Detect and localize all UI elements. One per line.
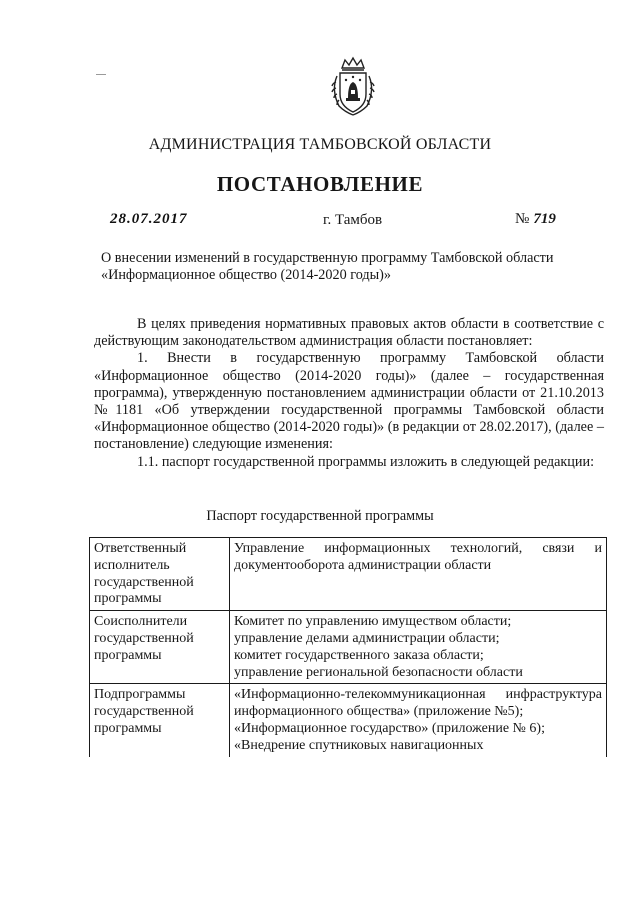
row-value <box>230 611 607 684</box>
preamble-paragraph: В целях приведения нормативных правовых актов области в соответствие с действующим законодательством администрация области постановляет: <box>94 316 604 350</box>
administration-name: АДМИНИСТРАЦИЯ ТАМБОВСКОЙ ОБЛАСТИ <box>148 136 492 153</box>
city: г. Тамбов <box>323 212 383 228</box>
value-line: «Информационно-телекоммуникационная инфраструктура информационного общества» (приложение №5); <box>234 687 602 720</box>
scan-mark <box>96 74 106 75</box>
document-subject <box>101 250 601 284</box>
value-line: Управление информационных технологий, связи и документооборота администрации области <box>234 541 602 573</box>
table-row <box>90 538 607 611</box>
number-value: 719 <box>533 211 556 227</box>
value-line: управление делами администрации области; <box>234 630 500 646</box>
passport-title: Паспорт государственной программы <box>206 508 434 524</box>
row-value <box>230 538 607 611</box>
subject-line: О внесении изменений в государственную программу Тамбовской области <box>101 250 554 266</box>
row-label: Ответственный исполнитель государственной программы <box>90 538 230 611</box>
passport-table <box>89 537 607 757</box>
document-number <box>515 211 556 228</box>
item-1-paragraph: 1. Внести в государственную программу Тамбовской области «Информационное общество (2014-2020 годы)» (далее – государственная программа), утвержденную постановлением администрации области от 21.10.2013 №1181 «Об утверждении государственной программы Тамбовской области «Информационное общество (2014-2020 годы)» (в редакции от 28.02.2017), (далее – постановление) следующие изменения: <box>94 350 604 453</box>
row-label: Подпрограммы государственной программы <box>90 684 230 757</box>
row-label: Соисполнители государственной программы <box>90 611 230 684</box>
value-line: «Внедрение спутниковых навигационных <box>234 737 484 753</box>
value-line: «Информационное государство» (приложение № 6); <box>234 720 545 736</box>
value-line: комитет государственного заказа области; <box>234 647 484 663</box>
tambov-coat-of-arms-icon <box>327 54 379 118</box>
table-row <box>90 611 607 684</box>
document-body <box>94 316 604 471</box>
number-label: № <box>515 211 530 227</box>
table-row <box>90 684 607 757</box>
value-line: управление региональной безопасности области <box>234 664 523 680</box>
subject-line: «Информационное общество (2014-2020 годы)» <box>101 267 391 283</box>
item-1-1-paragraph: 1.1. паспорт государственной программы изложить в следующей редакции: <box>137 453 595 470</box>
document-type-title: ПОСТАНОВЛЕНИЕ <box>216 172 424 196</box>
handwritten-date: 28.07.2017 <box>110 211 188 227</box>
value-line: Комитет по управлению имуществом области; <box>234 614 512 630</box>
row-value <box>230 684 607 757</box>
